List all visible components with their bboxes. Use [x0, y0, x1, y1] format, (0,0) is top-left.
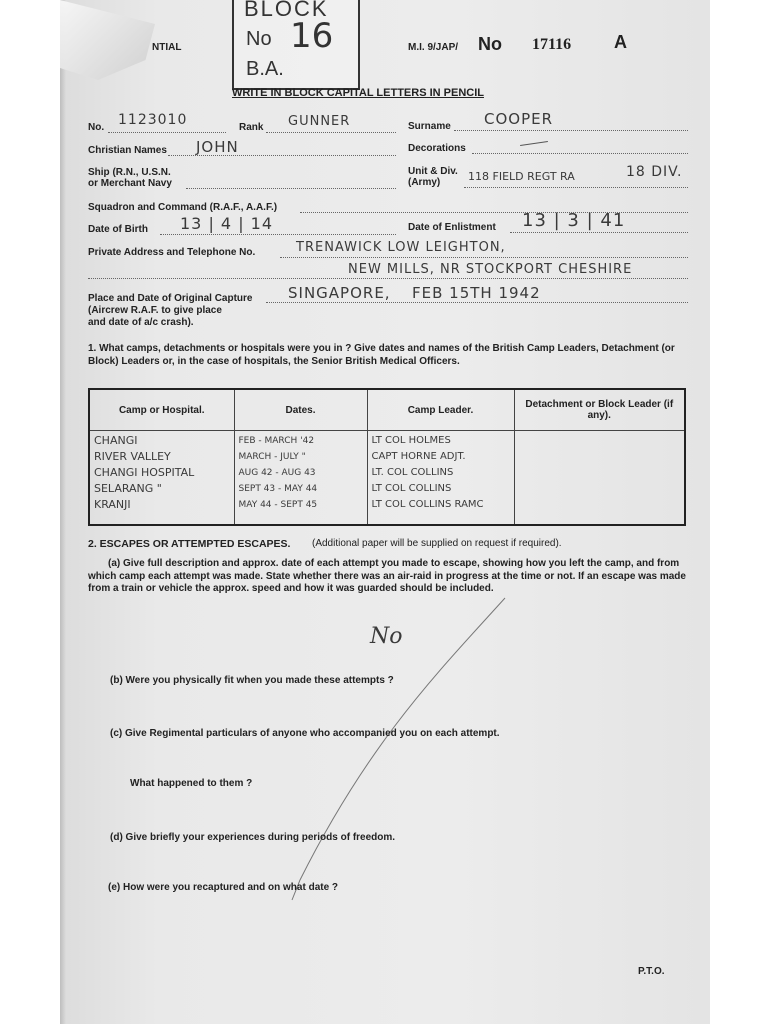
ship-label-line1: Ship (R.N., U.S.N.: [88, 167, 171, 178]
block-stamp-no-label: No: [246, 28, 272, 50]
classification-label: NTIAL: [152, 42, 182, 53]
capture-label-line3: and date of a/c crash).: [88, 317, 194, 328]
escape-answer: No: [370, 624, 403, 649]
camp-dates: SEPT 43 - MAY 44: [238, 484, 318, 494]
camp-name: SELARANG ": [94, 482, 162, 495]
camp-dates: MARCH - JULY ": [238, 452, 306, 462]
question-1-text: 1. What camps, detachments or hospitals were you in ? Give dates and names of the British Camp Leaders, Detachment (or Block) Leaders or, in the case of hospitals, the Senior British Medical Officers.: [88, 343, 675, 367]
dob-value: 13 | 4 | 14: [180, 214, 274, 233]
surname-label: Surname: [408, 121, 451, 132]
block-stamp-title: BLOCK: [244, 0, 329, 21]
table-row: [89, 431, 685, 526]
service-number-value: 1123010: [118, 112, 188, 128]
form-number: 17116: [532, 36, 572, 53]
dob-label: Date of Birth: [88, 224, 148, 235]
column-header: Camp Leader.: [367, 389, 514, 431]
capture-label-line2: (Aircrew R.A.F. to give place: [88, 305, 222, 316]
question-2c-text: (c) Give Regimental particulars of anyone who accompanied you on each attempt.: [110, 728, 500, 739]
rank-label: Rank: [239, 122, 264, 133]
camp-name: KRANJI: [94, 498, 131, 511]
camp-name: CHANGI: [94, 434, 138, 447]
form-reference: M.I. 9/JAP/: [408, 42, 459, 53]
camp-dates: FEB - MARCH '42: [238, 436, 315, 446]
enlistment-value: 13 | 3 | 41: [522, 210, 626, 231]
address-line2: NEW MILLS, NR STOCKPORT CHESHIRE: [348, 262, 633, 277]
rank-value: GUNNER: [288, 114, 351, 129]
detachment-leader-cell: [514, 431, 685, 526]
camps-table: [88, 388, 686, 526]
address-line1: TRENAWICK LOW LEIGHTON,: [296, 240, 506, 255]
enlistment-label: Date of Enlistment: [408, 222, 496, 233]
squadron-label: Squadron and Command (R.A.F., A.A.F.): [88, 202, 278, 213]
question-2c-followup: What happened to them ?: [130, 778, 253, 789]
surname-value: COOPER: [484, 110, 554, 128]
camp-name: RIVER VALLEY: [94, 450, 171, 463]
camp-name: CHANGI HOSPITAL: [94, 466, 195, 479]
capture-place-value: SINGAPORE,: [288, 284, 391, 302]
question-2e-text: (e) How were you recaptured and on what date ?: [108, 882, 339, 893]
camp-leader: LT COL COLLINS RAMC: [371, 499, 484, 510]
column-header: Detachment or Block Leader (if any).: [514, 389, 685, 431]
question-2-note: (Additional paper will be supplied on request if required).: [312, 538, 562, 549]
block-number-value: 16: [290, 16, 334, 56]
pto-label: P.T.O.: [638, 966, 665, 977]
unit-value: 118 FIELD REGT RA: [468, 170, 575, 183]
form-no-label: No: [478, 34, 502, 54]
camp-leader: LT COL HOLMES: [371, 435, 451, 446]
column-header: Dates.: [234, 389, 367, 431]
no-label: No.: [88, 122, 105, 133]
christian-names-label: Christian Names: [88, 145, 167, 156]
decorations-label: Decorations: [408, 143, 466, 154]
block-stamp-ba: B.A.: [246, 58, 284, 80]
division-value: 18 DIV.: [626, 164, 683, 180]
unit-label-line1: Unit & Div.: [408, 166, 458, 177]
capture-date-value: FEB 15TH 1942: [412, 284, 541, 302]
question-2b-text: (b) Were you physically fit when you made these attempts ?: [110, 675, 394, 686]
camp-dates: MAY 44 - SEPT 45: [238, 500, 318, 510]
form-suffix: A: [614, 32, 627, 52]
capture-label-line1: Place and Date of Original Capture: [88, 293, 253, 304]
question-2-heading: 2. ESCAPES OR ATTEMPTED ESCAPES.: [88, 538, 291, 550]
camp-leader: CAPT HORNE ADJT.: [371, 451, 466, 462]
question-2a-text: (a) Give full description and approx. date of each attempt you made to escape, showing how you left the camp, and from which camp each attempt was made. State whether there was an air-raid in progress at the time or not. If an escape was made from a train or vehicle the approx. speed and how it was guarded should be included.: [88, 558, 686, 594]
pencil-instruction: WRITE IN BLOCK CAPITAL LETTERS IN PENCIL: [232, 87, 484, 99]
unit-label-line2: (Army): [408, 177, 441, 188]
question-2d-text: (d) Give briefly your experiences during periods of freedom.: [110, 832, 396, 843]
address-label: Private Address and Telephone No.: [88, 247, 256, 258]
camp-leader: LT. COL COLLINS: [371, 467, 454, 478]
camp-leader: LT COL COLLINS: [371, 483, 452, 494]
camp-dates: AUG 42 - AUG 43: [238, 468, 316, 478]
ship-label-line2: or Merchant Navy: [88, 178, 172, 189]
column-header: Camp or Hospital.: [89, 389, 234, 431]
christian-names-value: JOHN: [196, 138, 239, 156]
camps-table-header: [89, 389, 685, 431]
